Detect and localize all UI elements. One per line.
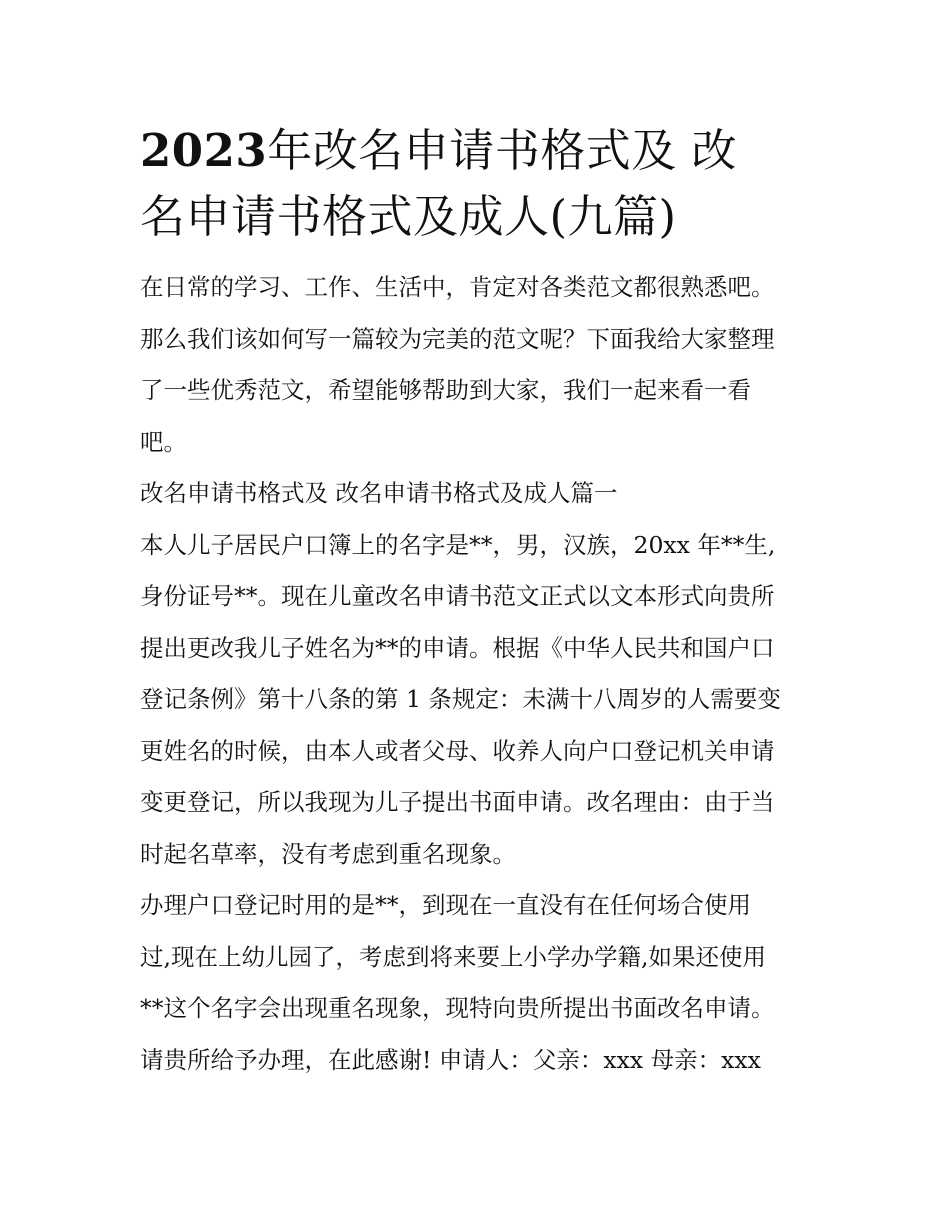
body-line: 本人儿子居民户口簿上的名字是**，男，汉族，20xx 年**生, [140,530,776,559]
body-line: 变更登记，所以我现为儿子提出书面申请。改名理由：由于当 [140,788,775,816]
title-line-2: 名申请书格式及成人(九篇) [140,190,677,243]
body-line: 更姓名的时候，由本人或者父母、收养人向户口登记机关申请 [140,736,775,765]
body-line: 提出更改我儿子姓名为**的申请。根据《中华人民共和国户口 [140,633,775,662]
body-line: 过,现在上幼儿园了，考虑到将来要上小学办学籍,如果还使用 [140,942,766,971]
body-line: 了一些优秀范文，希望能够帮助到大家，我们一起来看一看 [140,376,751,404]
body-line: 时起名草率，没有考虑到重名现象。 [140,839,516,868]
body-line: 在日常的学习、工作、生活中，肯定对各类范文都很熟悉吧。 [140,273,775,301]
document-title [140,118,820,250]
document-body [140,262,820,1086]
title-year: 2023 [140,124,268,177]
body-line: 登记条例》第十八条的第 1 条规定：未满十八周岁的人需要变 [140,685,781,713]
body-line: 那么我们该如何写一篇较为完美的范文呢？下面我给大家整理 [140,324,775,353]
title-line-1 [140,118,820,184]
body-line: 请贵所给予办理，在此感谢! 申请人：父亲：xxx 母亲：xxx [140,1045,761,1074]
body-line: 身份证号**。现在儿童改名申请书范文正式以文本形式向贵所 [140,582,775,610]
title-line-1-text: 年改名申请书格式及 改 [267,124,738,177]
section-heading: 改名申请书格式及 改名申请书格式及成人篇一 [140,479,618,507]
body-line: 吧。 [140,427,187,456]
body-line: **这个名字会出现重名现象，现特向贵所提出书面改名申请。 [140,994,775,1022]
body-line: 办理户口登记时用的是**，到现在一直没有在任何场合使用 [140,891,751,919]
